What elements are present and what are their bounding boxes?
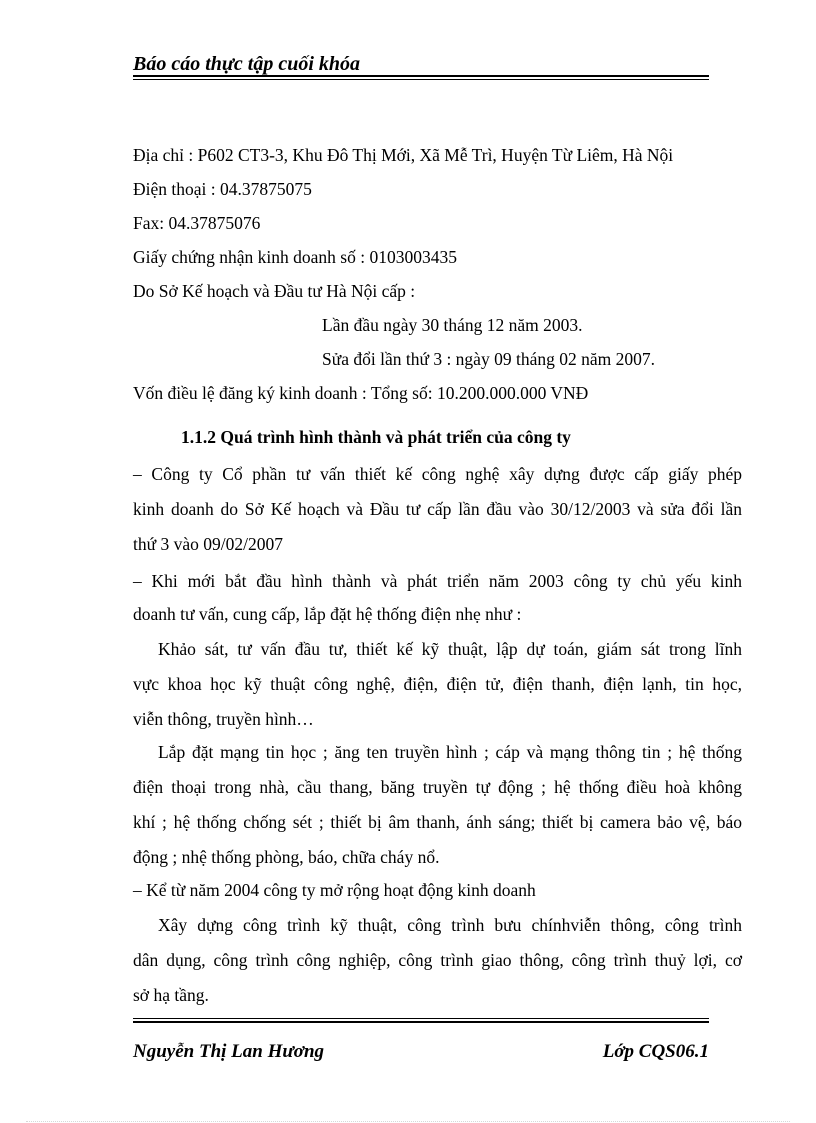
issuer-line: Do Sở Kế hoạch và Đầu tư Hà Nội cấp : xyxy=(133,281,416,301)
paragraph-line: – Công ty Cổ phần tư vấn thiết kế công nghệ xây dựng được cấp giấy phép xyxy=(133,464,742,484)
fax-line: Fax: 04.37875076 xyxy=(133,213,261,233)
paragraph-line: – Khi mới bắt đầu hình thành và phát triển năm 2003 công ty chủ yếu kinh xyxy=(133,571,742,591)
paragraph-line: vực khoa học kỹ thuật công nghệ, điện, điện tử, điện thanh, điện lạnh, tin học, xyxy=(133,674,742,694)
first-issue-line: Lần đầu ngày 30 tháng 12 năm 2003. xyxy=(322,315,583,335)
paragraph-line: – Kể từ năm 2004 công ty mở rộng hoạt động kinh doanh xyxy=(133,880,536,900)
paragraph-line: điện thoại trong nhà, cầu thang, băng truyền tự động ; hệ thống điều hoà không xyxy=(133,777,742,797)
paragraph-line: doanh tư vấn, cung cấp, lắp đặt hệ thống điện nhẹ như : xyxy=(133,604,522,624)
address-line: Địa chỉ : P602 CT3-3, Khu Đô Thị Mới, Xã Mễ Trì, Huyện Từ Liêm, Hà Nội xyxy=(133,145,674,165)
paragraph-line: động ; nhệ thống phòng, báo, chữa cháy nổ. xyxy=(133,847,440,867)
report-title: Báo cáo thực tập cuối khóa xyxy=(133,53,360,75)
paragraph-line: viễn thông, truyền hình… xyxy=(133,709,314,729)
header-rule-thin xyxy=(133,79,709,80)
footer-rule-thin xyxy=(133,1018,709,1019)
amendment-line: Sửa đổi lần thứ 3 : ngày 09 tháng 02 năm 2007. xyxy=(322,349,655,369)
page-bottom-edge xyxy=(26,1121,790,1122)
phone-line: Điện thoại : 04.37875075 xyxy=(133,179,312,199)
paragraph-line: kinh doanh do Sở Kế hoạch và Đầu tư cấp lần đầu vào 30/12/2003 và sửa đổi lần xyxy=(133,499,742,519)
paragraph-line: khí ; hệ thống chống sét ; thiết bị âm thanh, ánh sáng; thiết bị camera bảo vệ, báo xyxy=(133,812,742,832)
charter-capital-line: Vốn điều lệ đăng ký kinh doanh : Tổng số: 10.200.000.000 VNĐ xyxy=(133,383,589,403)
paragraph-line: Khảo sát, tư vấn đầu tư, thiết kế kỹ thuật, lập dự toán, giám sát trong lĩnh xyxy=(158,639,742,659)
section-heading: 1.1.2 Quá trình hình thành và phát triển của công ty xyxy=(181,427,571,447)
paragraph-line: dân dụng, công trình công nghiệp, công trình giao thông, công trình thuỷ lợi, cơ xyxy=(133,950,742,970)
paragraph-line: sở hạ tầng. xyxy=(133,985,209,1005)
business-license-line: Giấy chứng nhận kinh doanh số : 0103003435 xyxy=(133,247,457,267)
author-name: Nguyễn Thị Lan Hương xyxy=(133,1041,325,1062)
paragraph-line: Xây dựng công trình kỹ thuật, công trình bưu chínhviễn thông, công trình xyxy=(158,915,742,935)
class-label: Lớp CQS06.1 xyxy=(602,1041,709,1062)
header-rule xyxy=(133,75,709,77)
footer-rule xyxy=(133,1021,709,1023)
paragraph-line: thứ 3 vào 09/02/2007 xyxy=(133,534,283,554)
paragraph-line: Lắp đặt mạng tin học ; ăng ten truyền hình ; cáp và mạng thông tin ; hệ thống xyxy=(158,742,742,762)
